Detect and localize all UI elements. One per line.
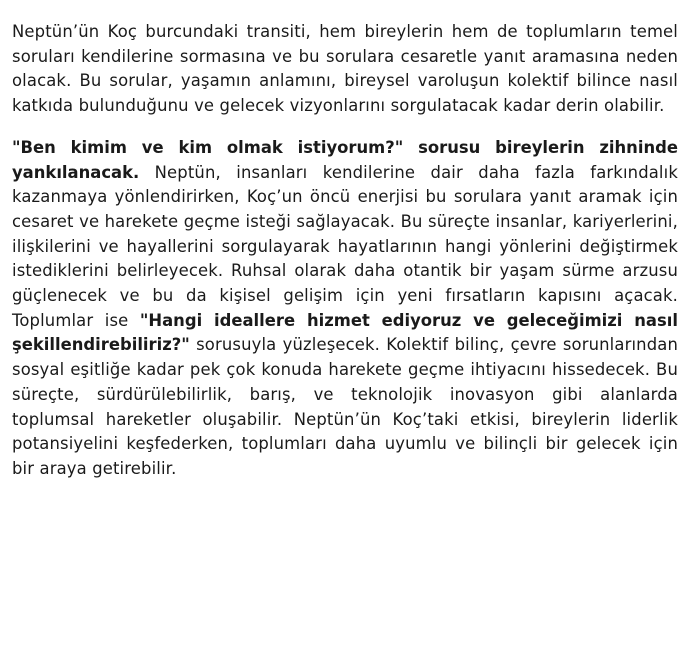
paragraph-main (12, 136, 678, 482)
paragraph-intro: Neptün’ün Koç burcundaki transiti, hem bireylerin hem de toplumların temel soruları kendilerine sormasına ve bu sorulara cesaretle yanıt aramasına neden olacak. Bu sorular, yaşamın anlamını, bireysel varoluşun kolektif bilince nasıl katkıda bulunduğunu ve gelecek vizyonlarını sorgulatacak kadar derin olabilir. (12, 22, 678, 116)
paragraph-main-text: Neptün, insanları kendilerine dair daha fazla farkındalık kazanmaya yönlendirirken, Koç’un öncü enerjisi bu sorulara yanıt aramak için cesaret ve harekete geçme isteği sağlayacak. Bu süreçte insanlar, kariyerlerini, ilişkilerini ve hayallerini sorgulayarak hayatlarının hangi yönlerini değiştirmek istediklerini belirleyecek. Ruhsal olarak daha otantik bir yaşam sürme arzusu güçlenecek ve bu da kişisel gelişim için yeni fırsatların kapısını açacak. Toplumlar ise (12, 162, 678, 330)
paragraph-main-end: sorusuyla yüzleşecek. Kolektif bilinç, çevre sorunlarından sosyal eşitliğe kadar pek çok konuda harekete geçme ihtiyacını hissedecek. Bu süreçte, sürdürülebilirlik, barış, ve teknolojik inovasyon gibi alanlarda toplumsal hareketler oluşabilir. Neptün’ün Koç’taki etkisi, bireylerin liderlik potansiyelini keşfederken, toplumları daha uyumlu ve bilinçli bir gelecek için bir araya getirebilir. (12, 335, 678, 478)
bold-lead-question: "Ben kimim ve kim olmak istiyorum?" sorusu bireylerin zihninde yankılanacak. (12, 137, 678, 182)
bold-society-question: "Hangi ideallere hizmet ediyoruz ve geleceğimizi nasıl şekillendirebiliriz?" (12, 310, 678, 355)
